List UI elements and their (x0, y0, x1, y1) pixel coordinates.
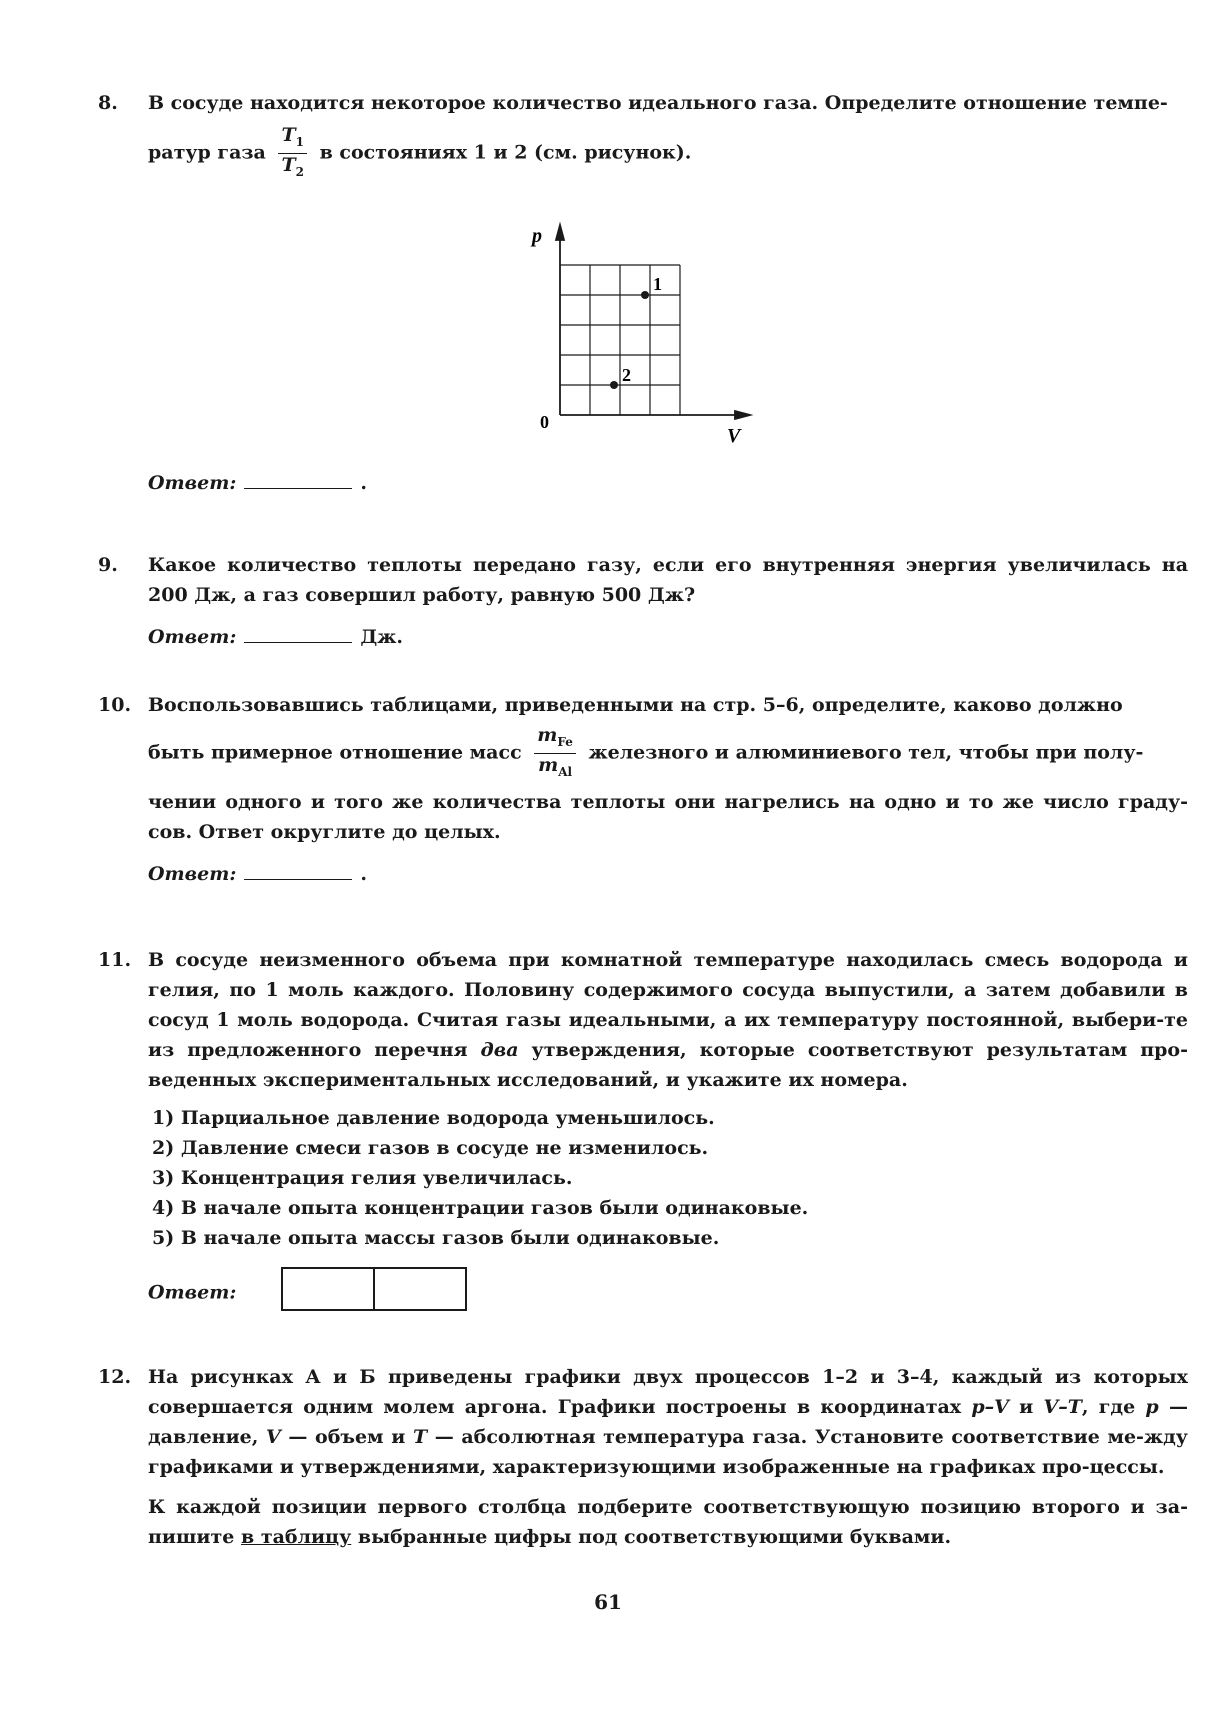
answer-box-2[interactable] (375, 1267, 467, 1311)
answer-label: Ответ: (148, 1281, 237, 1304)
task-text-line3: чении одного и того же количества теплоты они нагрелись на одно и то же число граду-сов. Ответ округлите до целых. (148, 790, 1188, 843)
task-number: 10. (98, 694, 132, 716)
task-11 (98, 945, 1188, 1320)
mass-ratio-fraction: $\frac{m_{Fe}}{m_{Al}}$ (534, 724, 576, 783)
task-8-answer (98, 468, 1188, 498)
y-axis-arrow (556, 225, 564, 240)
task-10 (98, 690, 1188, 889)
graph-grid (560, 265, 680, 415)
answer-suffix: Дж. (360, 626, 404, 648)
task-number: 11. (98, 949, 132, 971)
answer-blank[interactable] (244, 470, 352, 489)
answer-boxes (281, 1267, 467, 1320)
task-text-line2: быть примерное отношение масс $\frac{m_{Fe}}{m_{Al}}$ железного и алюминиевого тел, чтобы при полу- (148, 724, 1188, 783)
origin-label: 0 (540, 412, 549, 432)
task-8 (98, 88, 1188, 183)
answer-box-1[interactable] (281, 1267, 375, 1311)
answer-label: Ответ: (148, 472, 237, 494)
task-number: 8. (98, 92, 118, 114)
task-text: На рисунках А и Б приведены графики двух процессов 1–2 и 3–4, каждый из которых совершается одним молем аргона. Графики построены в координатах p–V и V–T, где p — давление, V — объем и T — абсолютная температура газа. Установите соответствие ме-жду графиками и утверждениями, характеризующими изображенные на графиках про-цессы. (148, 1366, 1188, 1478)
point-1-label: 1 (653, 274, 662, 294)
state-point-1 (641, 291, 649, 299)
x-axis-label: V (727, 425, 741, 445)
answer-label: Ответ: (148, 626, 237, 648)
answer-blank[interactable] (244, 861, 352, 880)
underlined-in-table: в таблицу (241, 1526, 352, 1548)
task-number: 12. (98, 1366, 132, 1388)
task-instruction: К каждой позиции первого столбца подберите соответствующую позицию второго и за-пишите в таблицу выбранные цифры под соответствующими буквами. (148, 1496, 1188, 1548)
y-axis-label: p (532, 225, 542, 247)
state-point-2 (610, 381, 618, 389)
option-1: 1) Парциальное давление водорода уменьшилось. (152, 1107, 715, 1129)
option-5: 5) В начале опыта массы газов были одинаковые. (152, 1227, 720, 1249)
options-list (152, 1103, 1188, 1253)
answer-suffix: . (360, 472, 367, 494)
task-text-line2: ратур газа $\frac{T_1}{T_2}$ в состояниях 1 и 2 (см. рисунок). (148, 124, 1188, 183)
option-4: 4) В начале опыта концентрации газов были одинаковые. (152, 1197, 809, 1219)
point-2-label: 2 (622, 365, 631, 385)
emphasis-two: два (480, 1039, 519, 1061)
task-9 (98, 550, 1188, 652)
task-text: Воспользовавшись таблицами, приведенными на стр. 5–6, определите, каково должно (148, 694, 1123, 716)
task-12 (98, 1362, 1188, 1552)
page-number: 61 (594, 1590, 622, 1614)
task-text: В сосуде неизменного объема при комнатной температуре находилась смесь водорода и гелия, по 1 моль каждого. Половину содержимого сосуда выпустили, а затем добавили в сосуд 1 моль водорода. Считая газы идеальными, а их температуру постоянной, выбери-те из предложенного перечня два утверждения, которые соответствуют результатам про-веденных экспериментальных исследований, и укажите их номера. (148, 949, 1188, 1091)
task-text: В сосуде находится некоторое количество идеального газа. Определите отношение темпе- (148, 92, 1168, 114)
x-axis-arrow (735, 411, 750, 419)
option-2: 2) Давление смеси газов в сосуде не изменилось. (152, 1137, 709, 1159)
answer-blank[interactable] (244, 624, 352, 643)
answer-label: Ответ: (148, 862, 237, 885)
temperature-ratio-fraction: $\frac{T_1}{T_2}$ (278, 124, 307, 183)
answer-suffix: . (360, 862, 367, 885)
pv-graph (520, 220, 760, 445)
option-3: 3) Концентрация гелия увеличилась. (152, 1167, 573, 1189)
task-number: 9. (98, 554, 118, 576)
task-text: Какое количество теплоты передано газу, если его внутренняя энергия увеличилась на 200 Дж, а газ совершил работу, равную 500 Дж? (148, 554, 1188, 606)
